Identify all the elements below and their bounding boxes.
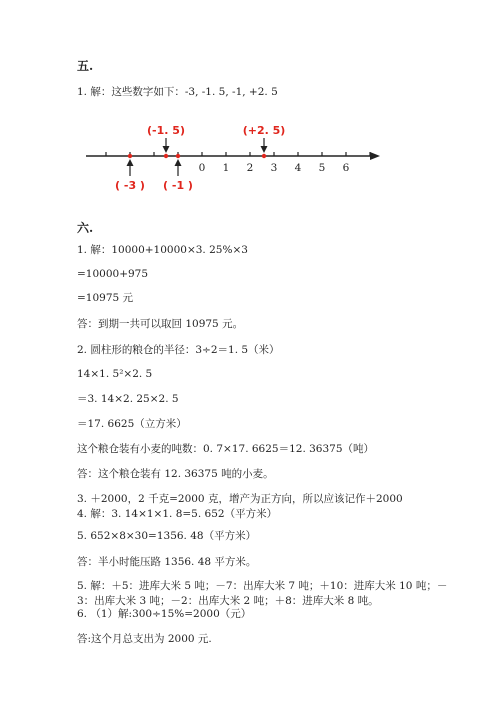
tick-label: 4: [294, 162, 302, 174]
arrow-up-icon: [175, 159, 182, 176]
section-5-answer-1: 1. 解：这些数字如下：-3, -1. 5, -1, +2. 5: [77, 86, 278, 98]
section-6-line: 3. ＋2000，2 千克=2000 克，增产为正方向，所以应该记作＋2000: [77, 493, 403, 505]
section-6-line: 3：出库大米 3 吨；－2：出库大米 2 吨；＋8：进库大米 8 吨。: [77, 595, 379, 607]
tick-label: 5: [318, 162, 326, 174]
section-6-line: =10000+975: [77, 268, 149, 280]
arrowhead-icon: [370, 152, 380, 160]
section-5-heading: 五.: [77, 59, 94, 73]
section-6-line: ＝3. 14×2. 25×2. 5: [77, 393, 179, 405]
label-pos2-5: (+2. 5): [242, 124, 286, 137]
section-6-line: 14×1. 5²×2. 5: [77, 368, 153, 380]
section-6-line: 4. 解：3. 14×1×1. 8=5. 652（平方米）: [77, 508, 278, 520]
section-6-line: =10975 元: [77, 292, 134, 304]
section-6-heading: 六.: [77, 221, 94, 235]
arrow-down-icon: [261, 138, 268, 153]
tick-label: 6: [342, 162, 350, 174]
section-6-line: 5. 652×8×30=1356. 48（平方米）: [77, 530, 257, 542]
number-line-diagram: [80, 118, 390, 198]
point-pos2-5: [262, 154, 266, 158]
section-6-line: ＝17. 6625（立方米）: [77, 418, 187, 430]
tick-label: 3: [270, 162, 278, 174]
label-neg1: ( -1 ): [163, 179, 193, 192]
section-6-line: 答：这个粮仓装有 12. 36375 吨的小麦。: [77, 468, 274, 480]
tick-label: 0: [198, 162, 206, 174]
arrow-up-icon: [127, 159, 134, 176]
section-6-line: 6. （1）解:300÷15%=2000（元）: [77, 608, 252, 620]
section-6-line: 1. 解：10000+10000×3. 25%×3: [77, 244, 248, 256]
tick-label: 2: [246, 162, 254, 174]
arrow-down-icon: [163, 138, 170, 153]
section-6-line: 答：半小时能压路 1356. 48 平方米。: [77, 556, 257, 568]
section-6-line: 2. 圆柱形的粮仓的半径：3÷2＝1. 5（米）: [77, 344, 280, 356]
section-6-line: 5. 解：＋5：进库大米 5 吨；－7：出库大米 7 吨；＋10：进库大米 10 吨；－: [77, 580, 448, 592]
point-neg3: [128, 154, 132, 158]
label-neg1-5: (-1. 5): [147, 124, 185, 137]
section-6-line: 这个粮仓装有小麦的吨数：0. 7×17. 6625＝12. 36375（吨）: [77, 443, 375, 455]
label-neg3: ( -3 ): [115, 179, 145, 192]
section-6-line: 答：到期一共可以取回 10975 元。: [77, 318, 244, 330]
point-neg1: [176, 154, 180, 158]
section-6-line: 答:这个月总支出为 2000 元.: [77, 633, 212, 645]
tick-label: 1: [222, 162, 230, 174]
point-neg1-5: [164, 154, 168, 158]
